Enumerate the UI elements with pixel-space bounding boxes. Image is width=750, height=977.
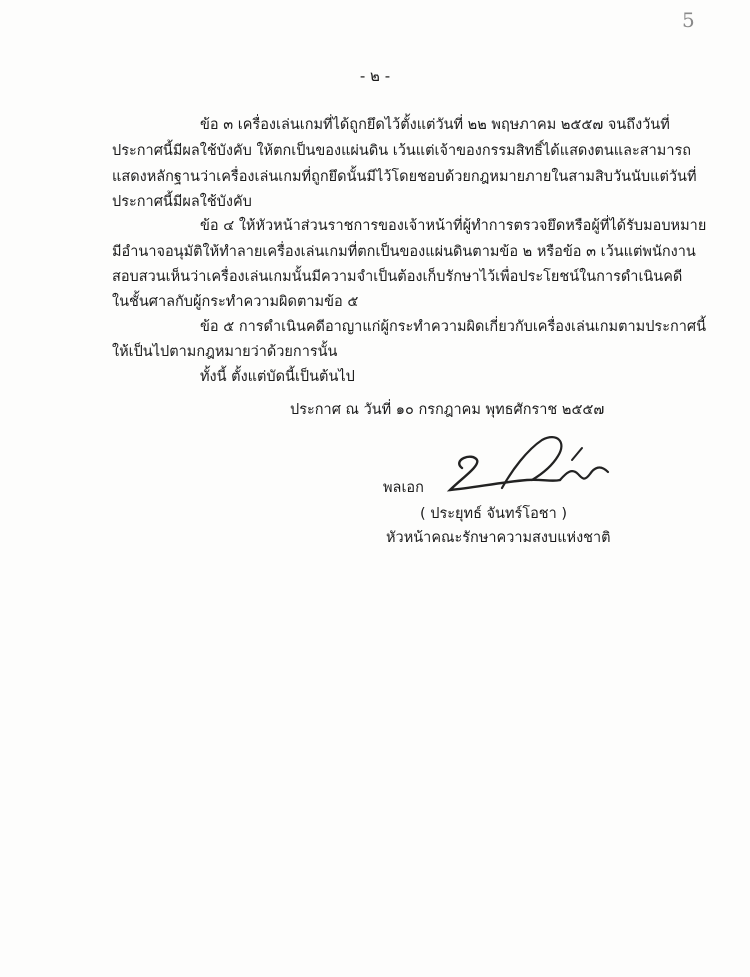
clause-3-line-1: ข้อ ๓ เครื่องเล่นเกมที่ได้ถูกยึดไว้ตั้งแต่วันที่ ๒๒ พฤษภาคม ๒๕๕๗ จนถึงวันที่ (200, 117, 670, 133)
clause-4-line-4: ในชั้นศาลกับผู้กระทำความผิดตามข้อ ๕ (112, 294, 359, 310)
clause-4-line-1: ข้อ ๔ ให้หัวหน้าส่วนราชการของเจ้าหน้าที่ผู้ทำการตรวจยึดหรือผู้ที่ได้รับมอบหมาย (200, 218, 707, 234)
handwritten-page-number: 5 (682, 8, 695, 32)
signatory-rank: พลเอก (383, 480, 424, 496)
announcement-date: ประกาศ ณ วันที่ ๑๐ กรกฎาคม พุทธศักราช ๒๕๕๗ (290, 402, 605, 418)
clause-5-line-2: ให้เป็นไปตามกฎหมายว่าด้วยการนั้น (112, 344, 338, 360)
signature (432, 430, 622, 500)
signatory-name: ( ประยุทธ์ จันทร์โอชา ) (420, 506, 568, 522)
clause-5-line-1: ข้อ ๕ การดำเนินคดีอาญาแก่ผู้กระทำความผิดเกี่ยวกับเครื่องเล่นเกมตามประกาศนี้ (200, 319, 707, 335)
page-marker: - ๒ - (359, 67, 391, 85)
effective-statement: ทั้งนี้ ตั้งแต่บัดนี้เป็นต้นไป (200, 369, 355, 385)
clause-3-line-4: ประกาศนี้มีผลใช้บังคับ (112, 194, 252, 210)
clause-3-line-2: ประกาศนี้มีผลใช้บังคับ ให้ตกเป็นของแผ่นดิน เว้นแต่เจ้าของกรรมสิทธิ์ได้แสดงตนและสามารถ (112, 143, 692, 159)
signatory-title: หัวหน้าคณะรักษาความสงบแห่งชาติ (386, 530, 611, 546)
clause-4-line-3: สอบสวนเห็นว่าเครื่องเล่นเกมนั้นมีความจำเป็นต้องเก็บรักษาไว้เพื่อประโยชน์ในการดำเนินคดี (112, 269, 683, 285)
clause-4-line-2: มีอำนาจอนุมัติให้ทำลายเครื่องเล่นเกมที่ตกเป็นของแผ่นดินตามข้อ ๒ หรือข้อ ๓ เว้นแต่พนักงาน (112, 244, 696, 260)
clause-3-line-3: แสดงหลักฐานว่าเครื่องเล่นเกมที่ถูกยึดนั้นมีไว้โดยชอบด้วยกฎหมายภายในสามสิบวันนับแต่วันที่ (112, 169, 697, 185)
